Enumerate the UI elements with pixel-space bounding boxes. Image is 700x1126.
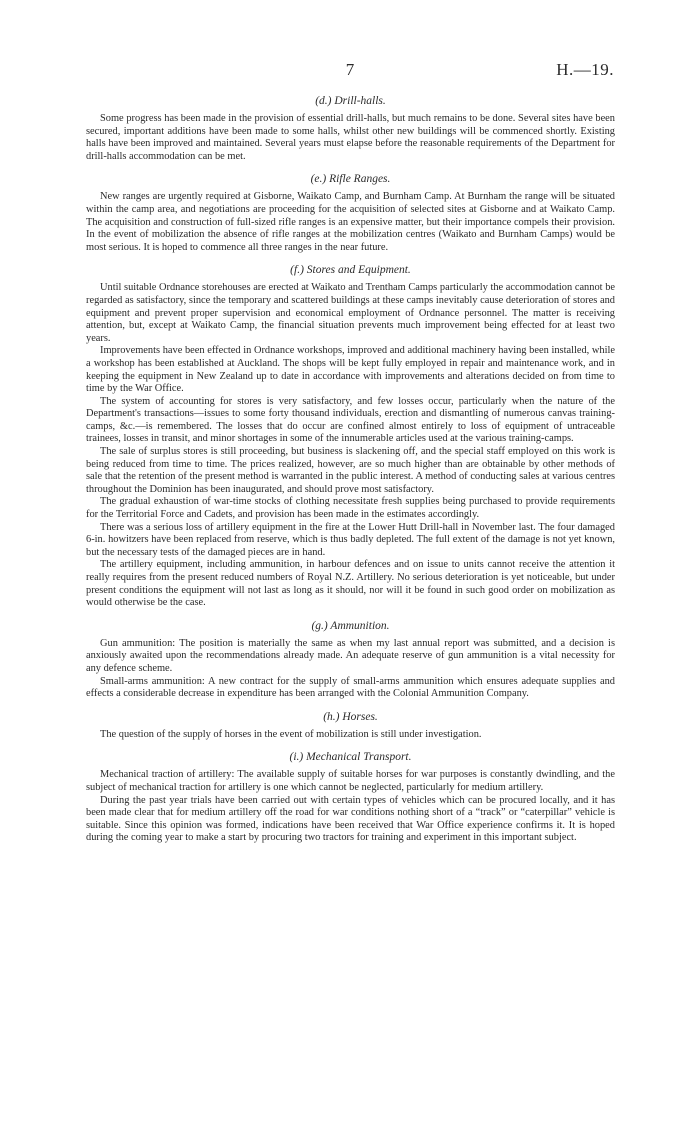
paragraph: The sale of surplus stores is still proceeding, but business is slackening off, and the special staff employed on this work is being reduced from time to time. The prices realized, however, are so much higher than are obtainable by other methods of sale that the retention of the present method is warranted in the public interest. A method of conducting sales at various centres throughout the Dominion has been inaugurated, and should prove most satisfactory. (86, 446, 615, 495)
document-body (86, 94, 615, 845)
section-drill-halls (86, 94, 615, 163)
paragraph: The artillery equipment, including ammunition, in harbour defences and on issue to units cannot receive the attention it really requires from the present reduced numbers of Royal N.Z. Artillery. No serious deterioration is yet noticeable, but under present conditions the equipment will not last as long as it should, nor will it be found in such good order on mobilization as would otherwise be the case. (86, 559, 615, 609)
section-rifle-ranges (86, 172, 615, 254)
section-ammunition (86, 619, 615, 701)
paragraph: Small-arms ammunition: A new contract for the supply of small-arms ammunition which ensures adequate supplies and effects a considerable decrease in expenditure has been arranged with the Colonial Ammunition Company. (86, 675, 615, 700)
section-heading: (g.) Ammunition. (311, 619, 390, 632)
paragraph: There was a serious loss of artillery equipment in the fire at the Lower Hutt Drill-hall in November last. The four damaged 6-in. howitzers have been replaced from reserve, which is thus badly depleted. The full extent of the damage is not yet known, but the necessary tests of the damaged pieces are in hand. (86, 521, 615, 558)
document-reference: H.—19. (556, 60, 614, 79)
section-heading: (h.) Horses. (323, 710, 378, 723)
paragraph: Gun ammunition: The position is materially the same as when my last annual report was submitted, and a decision is anxiously awaited upon the recommendations already made. An adequate reserve of gun ammunition is a vital necessity for any defence scheme. (86, 637, 615, 674)
section-heading: (f.) Stores and Equipment. (290, 264, 411, 277)
paragraph: Mechanical traction of artillery: The available supply of suitable horses for war purposes is constantly dwindling, and the subject of mechanical traction for artillery is one which cannot be neglected, particularly for medium artillery. (86, 769, 615, 793)
paragraph: The question of the supply of horses in the event of mobilization is still under investigation. (100, 728, 482, 740)
section-heading: (d.) Drill-halls. (315, 95, 386, 107)
paragraph: New ranges are urgently required at Gisborne, Waikato Camp, and Burnham Camp. At Burnham the range will be situated within the camp area, and negotiations are proceeding for the acquisition of selected sites at Gisborne and at Waikato Camp. The acquisition and construction of full-sized rifle ranges is an expensive matter, but their importance compels their provision. In the event of mobilization the absence of rifle ranges at the mobilization centres (Waikato and Burnham Camps) would be most serious. It is hoped to commence all three ranges in the near future. (86, 191, 615, 253)
paragraph: Improvements have been effected in Ordnance workshops, improved and additional machinery having been installed, while a workshop has been established at Auckland. The shops will be kept fully employed in repair and maintenance work, and in keeping the equipment in New Zealand up to date in accordance with improvements and alterations decided on from time to time by the War Office. (86, 345, 615, 395)
section-stores-equipment (86, 263, 615, 609)
paragraph: During the past year trials have been carried out with certain types of vehicles which can be procured locally, and it has been made clear that for medium artillery off the road for war conditions nothing short of a “track” or “caterpillar” vehicle is suitable. Since this opinion was formed, indications have been received that War Office experience confirms it. It is hoped during the coming year to make a start by procuring two tractors for training and experiment in this important subject. (86, 794, 615, 844)
paragraph: The gradual exhaustion of war-time stocks of clothing necessitate fresh supplies being purchased to provide requirements for the Territorial Force and Cadets, and provision has been made in the estimates accordingly. (86, 496, 615, 521)
section-heading: (e.) Rifle Ranges. (310, 173, 391, 186)
paragraph: Until suitable Ordnance storehouses are erected at Waikato and Trentham Camps particularly the accommodation cannot be regarded as satisfactory, since the temporary and scattered buildings at these camps inevitably cause deterioration of stores and equipment and prevent proper supervision and economical employment of Ordnance personnel. The matter is receiving attention, but, except at Waikato Camp, the financial situation prevents much improvement being effected for at least two years. (86, 282, 615, 344)
section-heading: (i.) Mechanical Transport. (289, 751, 412, 764)
paragraph: The system of accounting for stores is very satisfactory, and few losses occur, particularly when the nature of the Department's transactions—issues to some forty thousand individuals, erection and dismantling of numerous canvas training-camps, &c.—is remembered. The losses that do occur are confined almost entirely to loss of equipment of untraceable trainees, losses in transit, and minor shortages in some of the innumerable articles used at the various training-camps. (86, 395, 615, 445)
paragraph: Some progress has been made in the provision of essential drill-halls, but much remains to be done. Several sites have been secured, important additions have been made to some halls, whilst other new buildings will be commenced shortly. Existing halls have been improved and maintained. Several years must elapse before the reasonable requirements of the Department for drill-halls accommodation can be met. (86, 113, 615, 162)
page-number: 7 (345, 60, 355, 79)
page-header (86, 60, 614, 82)
section-mechanical-transport (86, 750, 615, 845)
section-horses (86, 710, 615, 742)
